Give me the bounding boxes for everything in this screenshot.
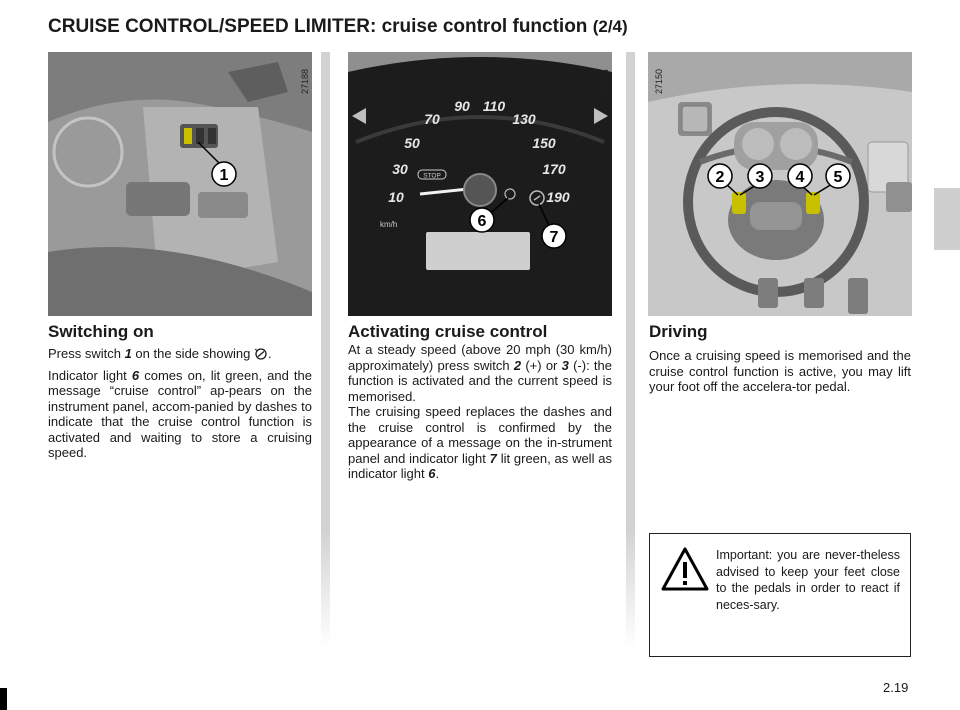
illustration-ref-code: 27188 — [300, 68, 310, 94]
warning-box — [649, 533, 911, 657]
page-title — [48, 16, 628, 38]
speed-tick: 190 — [546, 189, 570, 205]
callout-1: 1 — [219, 167, 229, 184]
paragraph: Indicator light 6 comes on, lit green, and the message “cruise control” ap-pears on the instrument panel, accom-panied by dashes to indicate that the cruise control function is activated and waiting to store a cruising speed. — [48, 367, 313, 460]
page-title-part: (2/4) — [592, 17, 628, 36]
cruise-switch-right — [806, 192, 820, 214]
callout-2: 2 — [715, 169, 725, 186]
illustration-instrument-panel — [348, 52, 612, 316]
speed-tick: 90 — [454, 98, 470, 114]
speed-tick: 110 — [482, 98, 506, 114]
speed-tick: 70 — [424, 111, 440, 127]
driving-text: Once a cruising speed is memorised and the cruise control function is active, you may lift your foot off the accelera-tor pedal. — [649, 348, 911, 394]
illustration-ref-code: 27150 — [654, 68, 664, 94]
speed-tick: 30 — [392, 161, 408, 177]
switch-illustration-drawing — [48, 52, 312, 316]
paragraph: The cruising speed replaces the dashes and the cruise control is confirmed by the appearance of a message on the in-strument panel and indicator light 7 lit green, as well as indicator light 6. — [348, 404, 612, 481]
paragraph: Press switch 1 on the side showing . — [48, 346, 272, 361]
section-title-activating: Activating cruise control — [348, 322, 548, 341]
switching-on-text — [48, 346, 312, 467]
page-number: 2.19 — [883, 680, 909, 695]
callout-5: 5 — [833, 169, 843, 186]
stop-label: STOP — [423, 172, 441, 180]
column-divider — [626, 52, 635, 648]
chapter-thumb-tab — [934, 188, 960, 250]
warning-text: Important: you are never-theless advised to keep your feet close to the pedals in order to react if neces-sary. — [716, 548, 900, 612]
illustration-ref-code: 27354 — [600, 68, 610, 94]
illustration-steering-wheel — [648, 52, 912, 316]
callout-3: 3 — [755, 169, 765, 186]
lcd-display — [426, 232, 530, 270]
callout-4: 4 — [795, 169, 805, 186]
steering-wheel-drawing — [648, 52, 912, 316]
page-title-text: CRUISE CONTROL/SPEED LIMITER: cruise control function — [48, 16, 588, 37]
speed-tick: 150 — [532, 135, 556, 151]
speed-tick: 130 — [512, 111, 536, 127]
column-divider — [321, 52, 330, 648]
cruise-control-icon — [254, 347, 268, 360]
activating-text — [348, 342, 612, 488]
callout-7: 7 — [549, 229, 559, 246]
section-title-switching-on: Switching on — [48, 322, 154, 341]
speed-tick: 10 — [388, 189, 404, 205]
speed-unit: km/h — [380, 220, 398, 229]
speed-tick: 50 — [404, 135, 420, 151]
section-title-driving: Driving — [649, 322, 708, 341]
paragraph: At a steady speed (above 20 mph (30 km/h) approximately) press switch 2 (+) or 3 (-): the function is activated and the current speed is memorised. — [348, 342, 612, 404]
callout-6: 6 — [477, 213, 487, 230]
cruise-switch-left — [732, 192, 746, 214]
speed-tick: 170 — [542, 161, 566, 177]
speedometer-drawing — [348, 52, 612, 316]
page-edge-mark — [0, 688, 7, 710]
illustration-switch — [48, 52, 312, 316]
